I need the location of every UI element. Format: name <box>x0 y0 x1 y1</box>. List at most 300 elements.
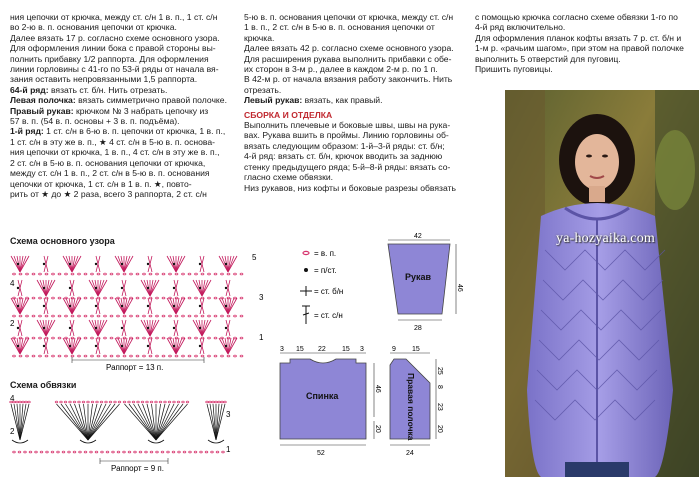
picot-mark <box>224 401 227 403</box>
col1-line: ния цепочки от крючка, 1 в. п., 4 ст. с/н в эту же в. п., <box>10 147 220 158</box>
chain-mark <box>156 337 159 339</box>
slip-stitch-mark <box>225 327 227 329</box>
chain-mark <box>71 315 74 317</box>
base-arc-mark <box>80 440 96 443</box>
chain-mark <box>117 451 120 453</box>
col1-line: Для оформления линии бока с правой стороны вы- <box>10 43 216 54</box>
picot-mark <box>69 401 72 403</box>
chain-mark <box>134 451 137 453</box>
picot-mark <box>105 401 108 403</box>
chain-mark <box>45 355 48 357</box>
chain-mark <box>214 273 217 275</box>
chain-mark <box>143 273 146 275</box>
chain-mark <box>216 451 219 453</box>
chain-mark <box>175 297 178 299</box>
chain-mark <box>156 297 159 299</box>
col1-line: 2 ст. с/н в 5-ю в. п. основания цепочки от крючка, <box>10 157 206 168</box>
chain-mark <box>136 297 139 299</box>
chain-mark <box>104 337 107 339</box>
col2-line: вязать следующим образом: 1-й–3-й ряды: ст. б/н; <box>244 140 445 151</box>
slip-stitch-mark <box>147 327 149 329</box>
col2-line: Выполнить плечевые и боковые швы, швы на рука- <box>244 120 451 131</box>
chain-mark <box>45 315 48 317</box>
front-side-dim: 25 <box>436 367 443 375</box>
front-side-dim: 23 <box>436 403 443 411</box>
slip-stitch-mark <box>147 263 149 265</box>
chain-mark <box>26 315 29 317</box>
chain-mark <box>201 273 204 275</box>
col2-line: отрезать. <box>244 84 282 95</box>
chain-mark <box>52 355 55 357</box>
chain-mark <box>84 451 87 453</box>
back-label: Спинка <box>306 391 339 401</box>
chain-mark <box>104 355 107 357</box>
legend-chain: = в. п. <box>314 249 337 258</box>
chain-mark <box>32 297 35 299</box>
left-front-heading: Левая полочка: <box>10 95 76 106</box>
column-1 <box>10 12 248 199</box>
chain-mark <box>104 297 107 299</box>
chain-mark <box>52 337 55 339</box>
slip-stitch-mark <box>121 287 123 289</box>
chain-mark <box>71 273 74 275</box>
row-1-text: 1 ст. с/н в 6-ю в. п. цепочки от крючка, 1 в. п., <box>43 126 226 137</box>
chain-mark <box>84 273 87 275</box>
chain-mark <box>79 451 82 453</box>
chain-mark <box>78 273 81 275</box>
back-bottom-dim: 52 <box>317 450 325 457</box>
chain-mark <box>91 355 94 357</box>
col3-line: Для оформления планок кофты вязать 7 р. ст. б/н и <box>475 32 682 43</box>
slip-stitch-mark <box>69 327 71 329</box>
back-top-dim: 22 <box>318 346 326 353</box>
back-top-dim: 15 <box>342 346 350 353</box>
chain-mark <box>222 451 225 453</box>
chain-mark <box>136 355 139 357</box>
chain-mark <box>71 337 74 339</box>
chain-mark <box>112 451 115 453</box>
col1-line: 1 ст. с/н в эту же в. п., ★ 4 ст. с/н в 5-ю в. п. основа- <box>10 136 216 147</box>
chain-mark <box>19 315 22 317</box>
back-side-dim: 46 <box>374 385 381 393</box>
slip-stitch-symbol <box>304 268 308 272</box>
chain-mark <box>208 337 211 339</box>
chain-mark <box>240 297 243 299</box>
slip-stitch-mark <box>95 263 97 265</box>
row-64-text: вязать ст. б/н. Нить отрезать. <box>48 84 168 95</box>
chain-mark <box>200 451 203 453</box>
chain-mark <box>29 451 32 453</box>
chain-mark <box>143 315 146 317</box>
chain-mark <box>240 337 243 339</box>
chain-mark <box>46 451 49 453</box>
sleeve-top-dim: 42 <box>414 233 422 240</box>
col2-line: вах. Рукава вшить в проймы. Линию горловины об- <box>244 130 449 141</box>
chain-mark <box>188 337 191 339</box>
chain-mark <box>221 355 224 357</box>
main-row-num: 3 <box>259 293 264 302</box>
back-top-dim: 15 <box>296 346 304 353</box>
picot-mark <box>91 401 94 403</box>
chain-mark <box>65 355 68 357</box>
col3-line: с помощью крючка согласно схеме обвязки 1-го по <box>475 12 678 22</box>
chain-mark <box>240 273 243 275</box>
back-top-dim: 3 <box>280 346 284 353</box>
edge-row-num: 1 <box>226 445 231 454</box>
chain-mark <box>13 273 16 275</box>
picot-mark <box>141 401 144 403</box>
model-illustration <box>505 90 699 477</box>
column-2 <box>244 12 469 193</box>
chain-mark <box>214 315 217 317</box>
col1-line: полнить прибавку 1/2 раппорта. Для оформления <box>10 53 209 64</box>
picot-mark <box>173 401 176 403</box>
picot-mark <box>73 401 76 403</box>
chain-mark <box>149 315 152 317</box>
chain-mark <box>95 451 98 453</box>
slip-stitch-mark <box>147 345 149 347</box>
chain-mark <box>175 337 178 339</box>
picot-mark <box>206 401 209 403</box>
left-front-text: вязать симметрично правой полочке. <box>75 95 227 106</box>
chain-mark <box>71 297 74 299</box>
chain-mark <box>19 337 22 339</box>
back-top-dim: 3 <box>360 346 364 353</box>
chain-mark <box>39 337 42 339</box>
chain-mark <box>117 355 120 357</box>
picot-mark <box>114 401 117 403</box>
edging-diagram <box>8 390 270 476</box>
chain-mark <box>39 297 42 299</box>
col1-line: 57 в. п. (54 в. п. основы + 3 в. п. подъёма). <box>10 116 180 127</box>
chain-mark <box>110 273 113 275</box>
chain-mark <box>97 315 100 317</box>
front-side-dim: 20 <box>436 425 443 433</box>
chain-stitch-symbol <box>303 251 309 254</box>
chain-mark <box>18 451 21 453</box>
chain-mark <box>51 451 54 453</box>
chain-mark <box>110 355 113 357</box>
chain-mark <box>188 297 191 299</box>
chain-mark <box>104 315 107 317</box>
fan-stitch-mark <box>14 404 20 440</box>
chain-mark <box>58 355 61 357</box>
chain-mark <box>208 297 211 299</box>
chain-mark <box>208 273 211 275</box>
chain-mark <box>52 315 55 317</box>
picot-mark <box>82 401 85 403</box>
chain-mark <box>123 337 126 339</box>
back-pattern <box>276 343 386 477</box>
chain-mark <box>175 355 178 357</box>
picot-mark <box>87 401 90 403</box>
col2-line: 5-ю в. п. основания цепочки от крючка, между ст. с/н <box>244 12 454 22</box>
picot-mark <box>60 401 63 403</box>
chain-mark <box>136 315 139 317</box>
chain-mark <box>35 451 38 453</box>
chain-mark <box>13 315 16 317</box>
chain-mark <box>169 273 172 275</box>
col3-line: 4-й ряд включительно. <box>475 22 566 33</box>
col2-line: 4-й ряд: вязать ст. б/н, крючок вводить за заднюю <box>244 151 443 162</box>
chain-mark <box>172 451 175 453</box>
chain-mark <box>58 315 61 317</box>
chain-mark <box>13 355 16 357</box>
chain-mark <box>136 273 139 275</box>
col1-line: цепочки от крючка, 1 ст. с/н в 1 в. п. ★, повто- <box>10 178 192 189</box>
chain-mark <box>182 355 185 357</box>
picot-mark <box>164 401 167 403</box>
slip-stitch-mark <box>121 305 123 307</box>
chain-mark <box>234 355 237 357</box>
chain-mark <box>195 315 198 317</box>
chain-mark <box>58 273 61 275</box>
chain-mark <box>149 273 152 275</box>
col2-line <box>244 95 469 105</box>
slip-stitch-mark <box>121 327 123 329</box>
slip-stitch-mark <box>173 263 175 265</box>
picot-mark <box>168 401 171 403</box>
slip-stitch-mark <box>225 345 227 347</box>
front-label: Правая полочка <box>406 373 416 441</box>
slip-stitch-mark <box>69 263 71 265</box>
base-arc-mark <box>148 440 164 443</box>
chain-mark <box>136 337 139 339</box>
slip-stitch-mark <box>95 327 97 329</box>
picot-mark <box>215 401 218 403</box>
col1-line: линии горловины с 41-го по 53-й ряды от начала вя- <box>10 64 219 75</box>
col1-line: между ст. с/н 1 в. п., 2 ст. с/н в 5-ю в. п. основания <box>10 168 210 179</box>
chain-mark <box>110 337 113 339</box>
chain-mark <box>130 273 133 275</box>
chain-mark <box>57 451 60 453</box>
slip-stitch-mark <box>225 263 227 265</box>
col3-line: 1-м р. «рачьим шагом», при этом на правой полочке <box>475 43 684 54</box>
slip-stitch-mark <box>17 305 19 307</box>
right-front-pattern <box>384 343 456 477</box>
chain-mark <box>97 355 100 357</box>
slip-stitch-mark <box>173 287 175 289</box>
column-3 <box>475 12 697 74</box>
chain-mark <box>65 273 68 275</box>
col1-line <box>10 106 248 116</box>
chain-mark <box>65 315 68 317</box>
left-sleeve-text: вязать, как правый. <box>302 95 383 106</box>
slip-stitch-mark <box>95 305 97 307</box>
slip-stitch-mark <box>69 305 71 307</box>
chain-mark <box>189 451 192 453</box>
chain-mark <box>162 315 165 317</box>
main-row-num: 1 <box>259 333 264 342</box>
slip-stitch-mark <box>199 345 201 347</box>
chain-mark <box>188 315 191 317</box>
slip-stitch-mark <box>95 287 97 289</box>
chain-mark <box>182 315 185 317</box>
chain-mark <box>84 315 87 317</box>
slip-stitch-mark <box>225 287 227 289</box>
picot-mark <box>177 401 180 403</box>
chain-mark <box>78 315 81 317</box>
chain-mark <box>123 355 126 357</box>
slip-stitch-mark <box>17 263 19 265</box>
chain-mark <box>149 355 152 357</box>
chain-mark <box>91 297 94 299</box>
chain-mark <box>78 355 81 357</box>
col2-line: стенку предыдущего ряда; 5-й–8-й ряды: вязать со- <box>244 161 451 172</box>
edge-row-num: 3 <box>226 410 231 419</box>
col2-line: Низ рукавов, низ кофты и боковые разрезы обвязать <box>244 182 457 193</box>
chain-mark <box>32 337 35 339</box>
chain-mark <box>24 451 27 453</box>
chain-mark <box>240 355 243 357</box>
chain-mark <box>195 273 198 275</box>
picot-mark <box>182 401 185 403</box>
picot-mark <box>19 401 22 403</box>
chain-mark <box>101 451 104 453</box>
chain-mark <box>84 355 87 357</box>
chain-mark <box>221 273 224 275</box>
slip-stitch-mark <box>43 305 45 307</box>
chain-mark <box>130 355 133 357</box>
picot-mark <box>25 401 28 403</box>
chain-mark <box>106 451 109 453</box>
chain-mark <box>208 315 211 317</box>
chain-mark <box>240 315 243 317</box>
picot-mark <box>22 401 25 403</box>
chain-mark <box>214 297 217 299</box>
picot-mark <box>212 401 215 403</box>
model-photo <box>505 90 699 477</box>
picot-mark <box>118 401 121 403</box>
chain-mark <box>208 355 211 357</box>
chain-mark <box>91 273 94 275</box>
main-repeat-label: Раппорт = 13 п. <box>106 363 164 372</box>
chain-mark <box>19 297 22 299</box>
chain-mark <box>143 337 146 339</box>
chain-mark <box>19 355 22 357</box>
chain-mark <box>194 451 197 453</box>
picot-mark <box>146 401 149 403</box>
chain-mark <box>32 315 35 317</box>
picot-mark <box>155 401 158 403</box>
picot-mark <box>123 401 126 403</box>
chain-mark <box>26 355 29 357</box>
main-row-num: 4 <box>10 279 15 288</box>
picot-mark <box>28 401 31 403</box>
left-sleeve-heading: Левый рукав: <box>244 95 303 106</box>
slip-stitch-mark <box>17 327 19 329</box>
chain-mark <box>123 451 126 453</box>
legend-sc: = ст. б/н <box>314 287 344 296</box>
chain-mark <box>91 337 94 339</box>
chain-mark <box>162 297 165 299</box>
col1-line: во 2-ю в. п. основания цепочки от крючка. <box>10 22 177 33</box>
picot-mark <box>186 401 189 403</box>
col1-line <box>10 126 248 136</box>
chain-mark <box>39 355 42 357</box>
chain-mark <box>214 337 217 339</box>
chain-mark <box>167 451 170 453</box>
chain-mark <box>58 297 61 299</box>
edge-repeat-label: Раппорт = 9 п. <box>111 464 164 473</box>
chain-mark <box>188 273 191 275</box>
chain-mark <box>162 273 165 275</box>
chain-mark <box>45 273 48 275</box>
legend-dc: = ст. с/н <box>314 311 343 320</box>
symbol-legend <box>296 244 376 330</box>
chain-mark <box>39 315 42 317</box>
chain-mark <box>130 315 133 317</box>
fan-stitch-mark <box>216 404 222 440</box>
chain-mark <box>32 355 35 357</box>
picot-mark <box>55 401 58 403</box>
chain-mark <box>117 273 120 275</box>
chain-mark <box>178 451 181 453</box>
slip-stitch-mark <box>95 345 97 347</box>
chain-mark <box>26 273 29 275</box>
picot-mark <box>159 401 162 403</box>
col2-line: Далее вязать 42 р. согласно схеме основного узора. <box>244 43 454 54</box>
picot-mark <box>132 401 135 403</box>
chain-mark <box>91 315 94 317</box>
picot-mark <box>150 401 153 403</box>
col1-line <box>10 95 248 105</box>
sleeve-label: Рукав <box>405 272 432 282</box>
edging-title: Схема обвязки <box>10 380 77 390</box>
picot-mark <box>218 401 221 403</box>
fan-stitch-mark <box>20 404 26 440</box>
chain-mark <box>195 297 198 299</box>
row-64-heading: 64-й ряд: <box>10 84 49 95</box>
picot-mark <box>96 401 99 403</box>
chain-mark <box>68 451 71 453</box>
slip-stitch-mark <box>69 345 71 347</box>
chain-mark <box>211 451 214 453</box>
chain-mark <box>32 273 35 275</box>
chain-mark <box>123 273 126 275</box>
slip-stitch-mark <box>173 327 175 329</box>
chain-mark <box>123 297 126 299</box>
row-1-heading: 1-й ряд: <box>10 126 44 137</box>
col1-line: ния цепочки от крючка, между ст. с/н 1 в. п., 1 ст. с/н <box>10 12 218 22</box>
chain-mark <box>161 451 164 453</box>
chain-mark <box>156 273 159 275</box>
slip-stitch-mark <box>43 263 45 265</box>
col2-line: Для расширения рукава выполнить прибавки с обе- <box>244 53 452 64</box>
slip-stitch-mark <box>147 305 149 307</box>
slip-stitch-mark <box>147 287 149 289</box>
slip-stitch-mark <box>199 327 201 329</box>
chain-mark <box>104 273 107 275</box>
picot-mark <box>221 401 224 403</box>
slip-stitch-mark <box>225 305 227 307</box>
front-side-dim: 8 <box>436 385 443 389</box>
chain-mark <box>188 355 191 357</box>
chain-mark <box>175 315 178 317</box>
col2-line: В 42-м р. от начала вязания работу закончить. Нить <box>244 74 453 85</box>
chain-mark <box>128 451 131 453</box>
front-top-dim: 15 <box>412 346 420 353</box>
edge-row-num: 4 <box>10 394 15 403</box>
chain-mark <box>73 451 76 453</box>
picot-mark <box>209 401 212 403</box>
col3-line: Пришить пуговицы. <box>475 64 553 75</box>
slip-stitch-mark <box>199 305 201 307</box>
legend-slip: = п/ст. <box>314 266 337 275</box>
chain-mark <box>195 355 198 357</box>
chain-mark <box>201 355 204 357</box>
chain-mark <box>110 297 113 299</box>
